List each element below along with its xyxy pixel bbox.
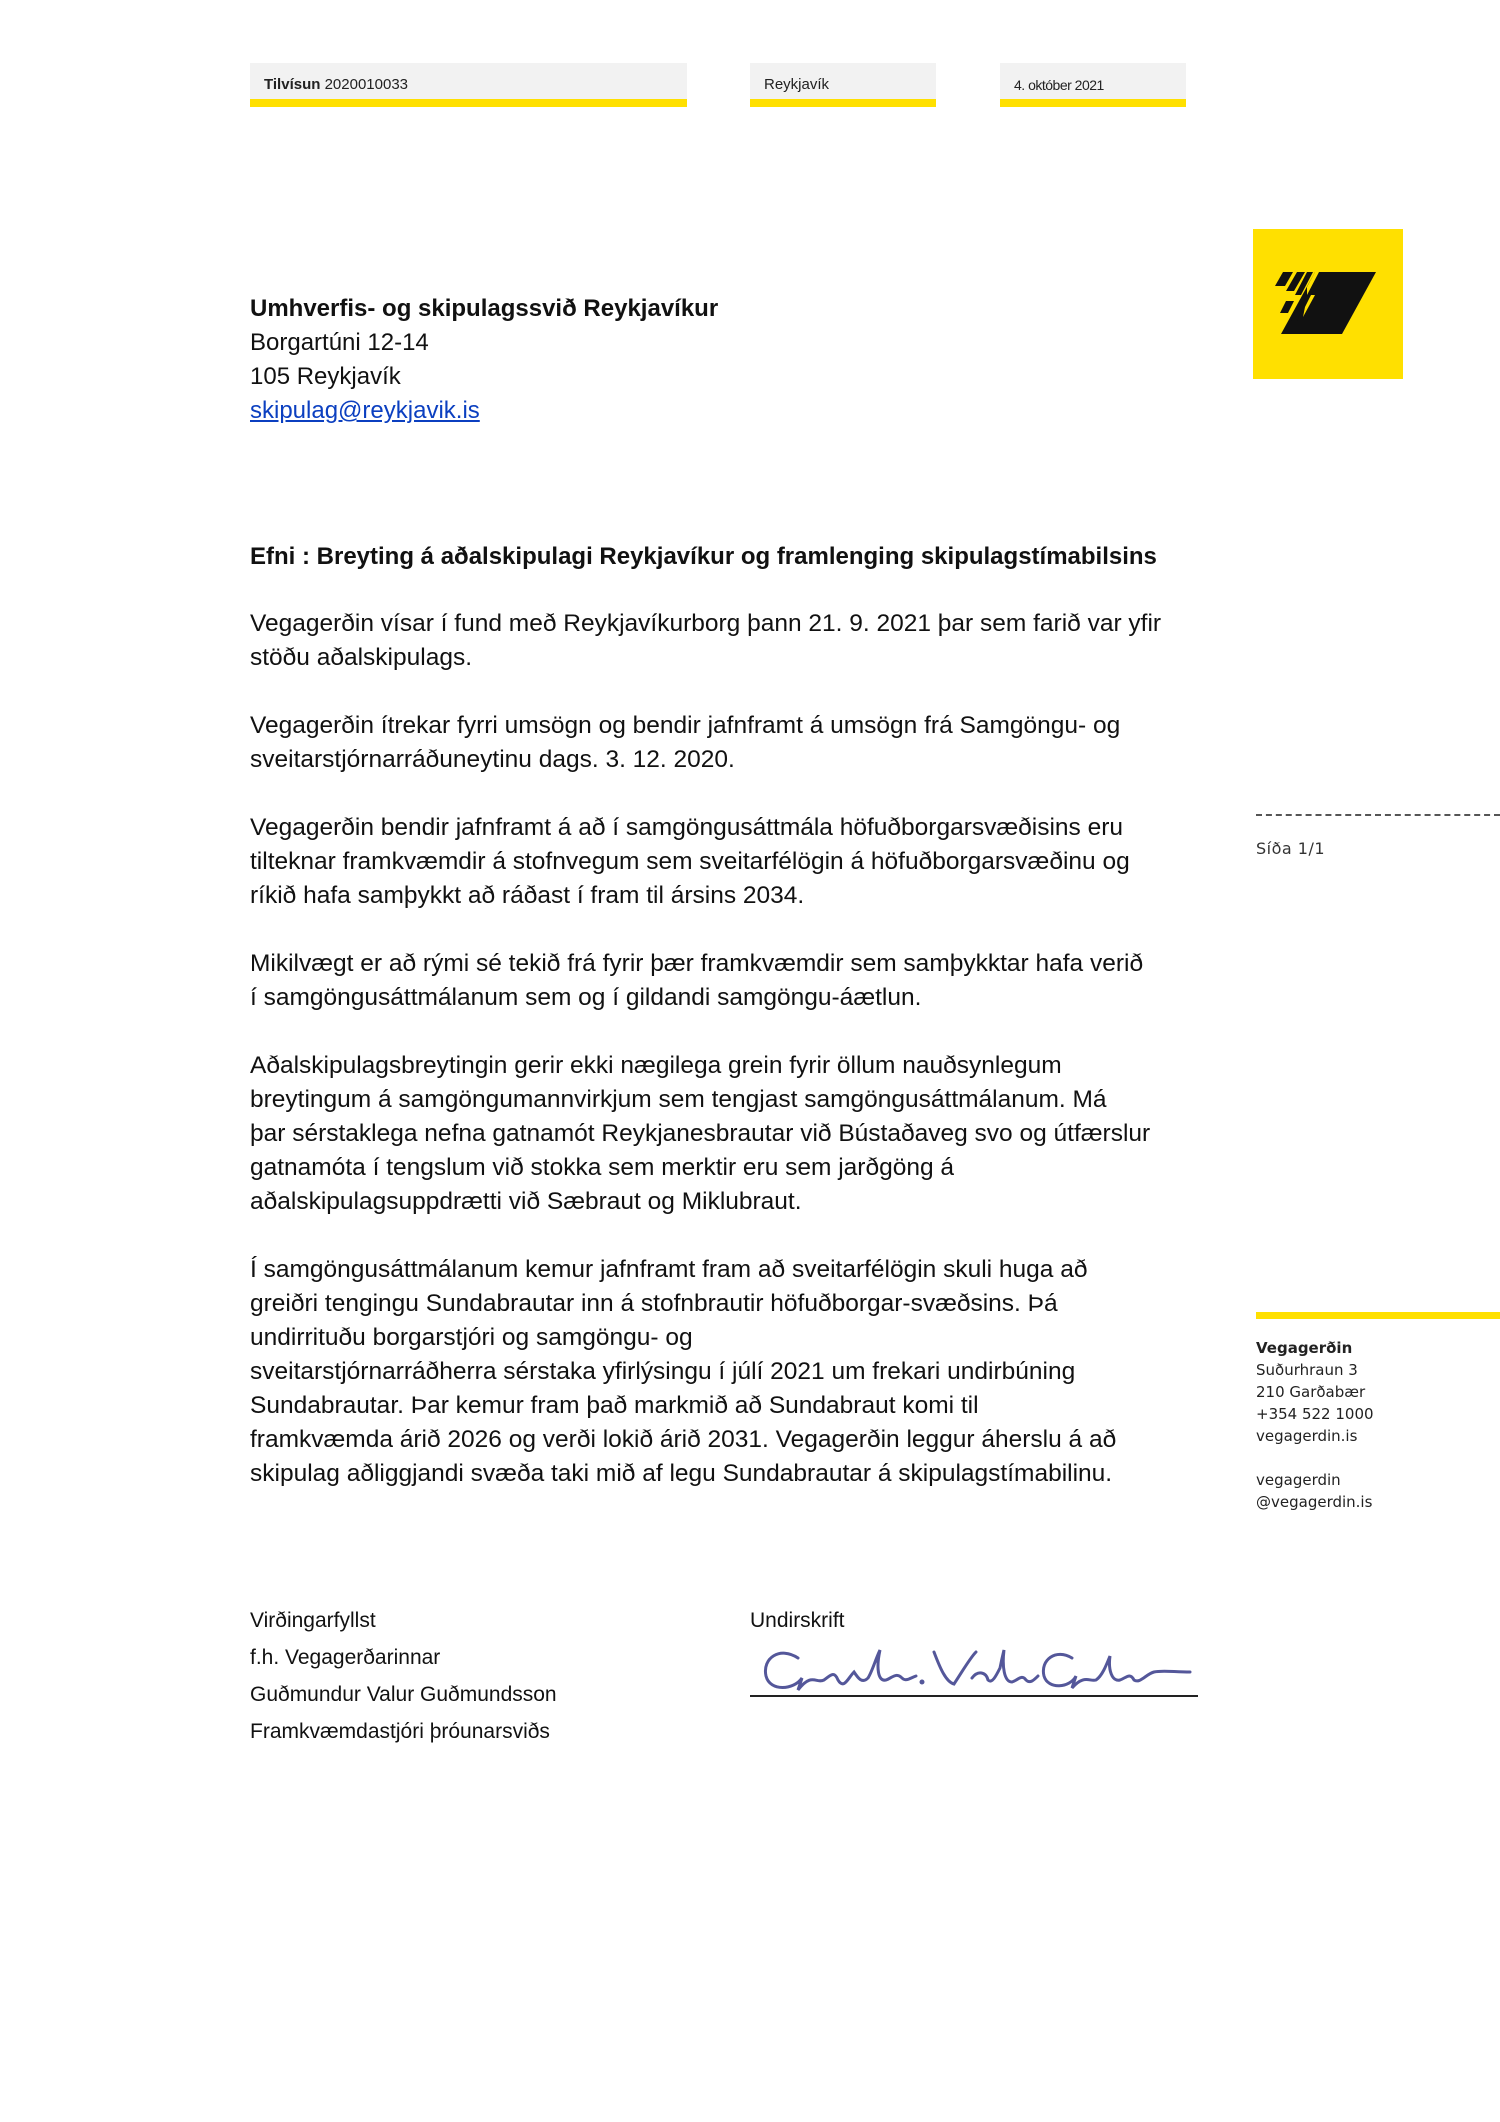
body-paragraph: Í samgöngusáttmálanum kemur jafnframt fram að sveitarfélögin skuli huga að greiðri tengingu Sundabrautar inn á stofnbrautir höfuðborgar-svæðsins. Þá undirrituðu borgarstjóri og samgöngu- og sveitarstjórnarráðherra sérstaka yfirlýsingu í júlí 2021 um frekari undirbúning Sundabrautar. Þar kemur fram það markmið að Sundabraut komi til framkvæmda árið 2026 og verði lokið árið 2031. Vegagerðin leggur áherslu á að skipulag aðliggjandi svæða taki mið af legu Sundabrautar á skipulagstímabilinu. <box>250 1256 1117 1487</box>
closing-on-behalf: f.h. Vegagerðarinnar <box>250 1646 441 1669</box>
signature-line <box>750 1695 1198 1697</box>
body-paragraph: Vegagerðin vísar í fund með Reykjavíkurborg þann 21. 9. 2021 þar sem farið var yfir stöðu aðalskipulags. <box>250 610 1162 671</box>
sidebar-yellow-rule <box>1256 1312 1500 1319</box>
letter-body <box>250 607 1210 1525</box>
sender-contact <box>1256 1337 1374 1513</box>
page-number: Síða 1/1 <box>1256 839 1326 858</box>
sender-street: Suðurhraun 3 <box>1256 1361 1358 1379</box>
recipient-postal: 105 Reykjavík <box>250 363 401 390</box>
signer-name: Guðmundur Valur Guðmundsson <box>250 1683 557 1706</box>
body-paragraph: Vegagerðin ítrekar fyrri umsögn og bendir jafnframt á umsögn frá Samgöngu- og sveitarstjórnarráðuneytinu dags. 3. 12. 2020. <box>250 712 1121 773</box>
sender-phone: +354 522 1000 <box>1256 1405 1374 1423</box>
date-text: 4. október 2021 <box>1014 77 1104 93</box>
signature-label: Undirskrift <box>750 1609 845 1632</box>
sender-email-user: vegagerdin <box>1256 1471 1341 1489</box>
sender-email-domain: @vegagerdin.is <box>1256 1493 1373 1511</box>
date-box <box>1000 63 1186 107</box>
recipient-address <box>250 292 718 428</box>
reference-label: Tilvísun <box>264 76 321 93</box>
reference-box <box>250 63 687 107</box>
dashed-divider <box>1256 814 1500 816</box>
handwritten-signature <box>750 1638 1198 1702</box>
subject-heading: Efni : Breyting á aðalskipulagi Reykjavíkur og framlenging skipulagstímabilsins <box>250 543 1157 570</box>
sender-website: vegagerdin.is <box>1256 1427 1358 1445</box>
sender-postal: 210 Garðabær <box>1256 1383 1366 1401</box>
body-paragraph: Aðalskipulagsbreytingin gerir ekki nægilega grein fyrir öllum nauðsynlegum breytingum á samgöngumannvirkjum sem tengjast samgöngusáttmálanum. Má þar sérstaklega nefna gatnamót Reykjanesbrautar við Bústaðaveg svo og útfærslur gatnamóta í tengslum við stokka sem merktir eru sem jarðgöng á aðalskipulagsuppdrætti við Sæbraut og Miklubraut. <box>250 1052 1151 1215</box>
reference-number: 2020010033 <box>324 76 409 93</box>
body-paragraph: Mikilvægt er að rými sé tekið frá fyrir þær framkvæmdir sem samþykktar hafa verið í samgöngusáttmálanum sem og í gildandi samgöngu-áætlun. <box>250 950 1144 1011</box>
closing-regards: Virðingarfyllst <box>250 1609 376 1632</box>
recipient-email-link[interactable]: skipulag@reykjavik.is <box>250 397 480 424</box>
recipient-name: Umhverfis- og skipulagssvið Reykjavíkur <box>250 295 719 322</box>
body-paragraph: Vegagerðin bendir jafnframt á að í samgöngusáttmála höfuðborgarsvæðisins eru tilteknar framkvæmdir á stofnvegum sem sveitarfélögin á höfuðborgarsvæðinu og ríkið hafa samþykkt að ráðast í fram til ársins 2034. <box>250 814 1130 909</box>
city-box <box>750 63 936 107</box>
recipient-street: Borgartúni 12-14 <box>250 329 429 356</box>
vegagerdin-logo-icon <box>1253 229 1403 379</box>
signer-title: Framkvæmdastjóri þróunarsviðs <box>250 1720 550 1743</box>
sender-org: Vegagerðin <box>1256 1339 1353 1357</box>
closing-block <box>250 1602 557 1750</box>
city-text: Reykjavík <box>764 76 830 93</box>
